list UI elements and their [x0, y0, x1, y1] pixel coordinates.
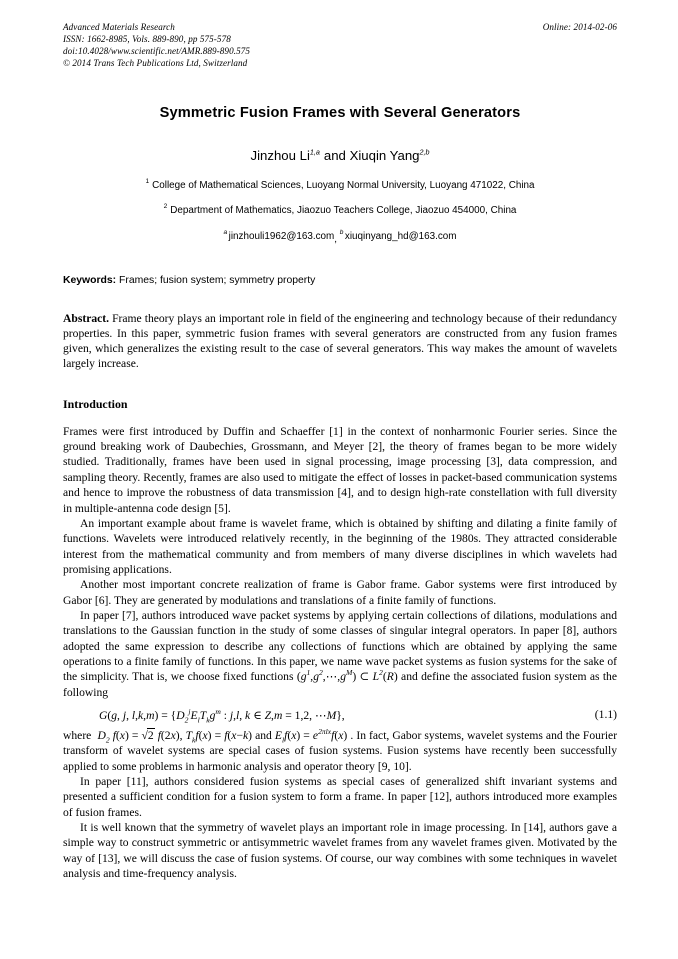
online-date: Online: 2014-02-06 — [542, 22, 617, 32]
author-conjunction: and — [323, 147, 346, 163]
section-heading-introduction: Introduction — [63, 396, 128, 411]
intro-paragraph-5-text: In fact, Gabor systems, wavelet systems and the Fourier transform of wavelet systems are special cases of fusion systems. Fusion systems have recently been successfully applied to some problems in harmonic analysis and operator theory [9, 10]. — [63, 728, 618, 773]
author-2-name: Xiuqin Yang — [349, 147, 420, 163]
intro-paragraph-4-pre: In paper [7], authors introduced wave packet systems by applying certain collections of dilations, modulations and translations to the Gaussian function in the study of some classes of singular integral operators. In paper [8], authors adopted the same expression to describe any collections of functions which are obtained by applying the same operations to a finite family of functions. In this paper, we name wave packet systems as fusion systems for the sake of the simplicity. That is, we choose fixed functions — [63, 608, 617, 684]
affiliation-2 — [63, 205, 617, 216]
journal-name: Advanced Materials Research — [63, 22, 175, 32]
equation-1-1-row — [63, 708, 617, 728]
abstract-label: Abstract. — [63, 311, 110, 325]
equation-1-1-number: (1.1) — [594, 707, 617, 721]
intro-paragraph-3: Another most important concrete realization of frame is Gabor frame. Gabor systems were first introduced by Gabor [6]. They are generated by modulations and translations of a finite family of functions. — [63, 578, 617, 607]
equation-1-1: G(g, j, $l,k,m) = \{D_2^jE_lT_kg^m$ : j,l, k ∈ Z,m = 1,2, ⋯M}, — [99, 707, 345, 725]
fixed-functions-expression: $(g^1,g^2,\cdots,g^M)$ ⊂ $L^2(R)$ — [296, 668, 398, 684]
email-line — [63, 231, 617, 245]
abstract — [63, 311, 617, 372]
author-line — [63, 148, 617, 163]
affiliation-1 — [63, 180, 617, 191]
author-1-affiliation-marker: 1,a — [309, 147, 320, 157]
journal-header — [63, 22, 617, 70]
operator-definition-el: $E_lf(x) = e^{2\pi lx}f(x)$ — [274, 727, 348, 745]
email-2-address[interactable]: xiuqinyang_hd@163.com — [344, 230, 457, 242]
abstract-text: Frame theory plays an important role in field of the engineering and technology because of their redundancy properties. In this paper, symmetric fusion frames with several generators are constructed from any fusion frames given, which generalizes the existing result to the case of several generators. This way makes the amount of wavelets largely increase. — [63, 311, 617, 371]
intro-paragraph-2: An important example about frame is wavelet frame, which is obtained by shifting and dilating a finite family of functions. Wavelets were introduced relatively recently, in the beginning of the 1980s. They attracted considerable interest from the mathematical community and from members of many diverse disciplines in which wavelets had promising applications. — [63, 516, 617, 576]
affiliation-1-marker: 1 — [145, 178, 150, 186]
keywords-label: Keywords: — [63, 274, 117, 286]
keywords-line — [63, 275, 617, 286]
intro-paragraph-6: In paper [11], authors considered fusion systems as special cases of generalized shift invariant systems and presented a sufficient condition for a fusion system to form a frame. In paper [12], authors introduced more examples of fusion frames. — [63, 775, 617, 819]
affiliation-1-text: College of Mathematical Sciences, Luoyang Normal University, Luoyang 471022, China — [152, 179, 535, 191]
where-conjunction: and — [255, 728, 272, 742]
journal-doi-line: doi:10.4028/www.scientific.net/AMR.889-890.575 — [63, 45, 251, 56]
intro-paragraph-4-post: and define the associated fusion system as the following — [63, 670, 618, 699]
email-1-address[interactable]: jinzhouli1962@163.com — [228, 230, 335, 242]
journal-header-left — [63, 22, 463, 70]
where-period: . — [350, 728, 354, 742]
author-2-affiliation-marker: 2,b — [419, 147, 430, 157]
intro-paragraph-1: Frames were first introduced by Duffin and Schaeffer [1] in the context of nonharmonic Fourier series. Since the ground breaking work of Daubechies, Grossmann, and Meyer [2], the theory of frames began to be more widely studied. Traditionally, frames have been used in signal processing, image processing [3], data compression, and sampling theory. Recently, frames are also used to mitigate the effect of losses in packet-based communication systems and hence to improve the robustness of data transmission [4], and to design high-rate constellation with full diversity in multiple-antenna code design [5]. — [63, 424, 617, 515]
email-1-marker: a — [223, 229, 228, 237]
affiliation-2-text: Department of Mathematics, Jiaozuo Teachers College, Jiaozuo 454000, China — [170, 204, 517, 216]
keywords-value: Frames; fusion system; symmetry property — [119, 274, 316, 286]
affiliation-2-marker: 2 — [163, 203, 168, 211]
email-2-marker: b — [339, 229, 344, 237]
intro-paragraph-7: It is well known that the symmetry of wavelet plays an important role in image processing. In [14], authors gave a simple way to construct symmetric or antisymmetric wavelet frames from any wavelet frames given. Motivated by the way of [13], we will discuss the case of fusion systems. Of course, our way combines with some techniques in wavelet analysis and time-frequency analysis. — [63, 821, 617, 881]
page-title: Symmetric Fusion Frames with Several Generators — [159, 104, 521, 121]
author-1-name: Jinzhou Li — [250, 147, 310, 163]
intro-paragraph-4 — [63, 608, 617, 700]
where-label: where — [63, 728, 92, 742]
email-separator: , — [334, 233, 337, 245]
operator-definition-tk: $T_kf(x) = f(x-k)$ — [185, 728, 253, 745]
journal-copyright-line: © 2014 Trans Tech Publications Ltd, Switzerland — [63, 57, 248, 68]
operator-definition-d2: $D_2$ f(x) = √2 f(2x), — [97, 728, 183, 745]
intro-paragraph-5 — [63, 728, 617, 774]
page-content — [63, 22, 617, 881]
journal-issn-line: ISSN: 1662-8985, Vols. 889-890, pp 575-578 — [63, 33, 231, 44]
